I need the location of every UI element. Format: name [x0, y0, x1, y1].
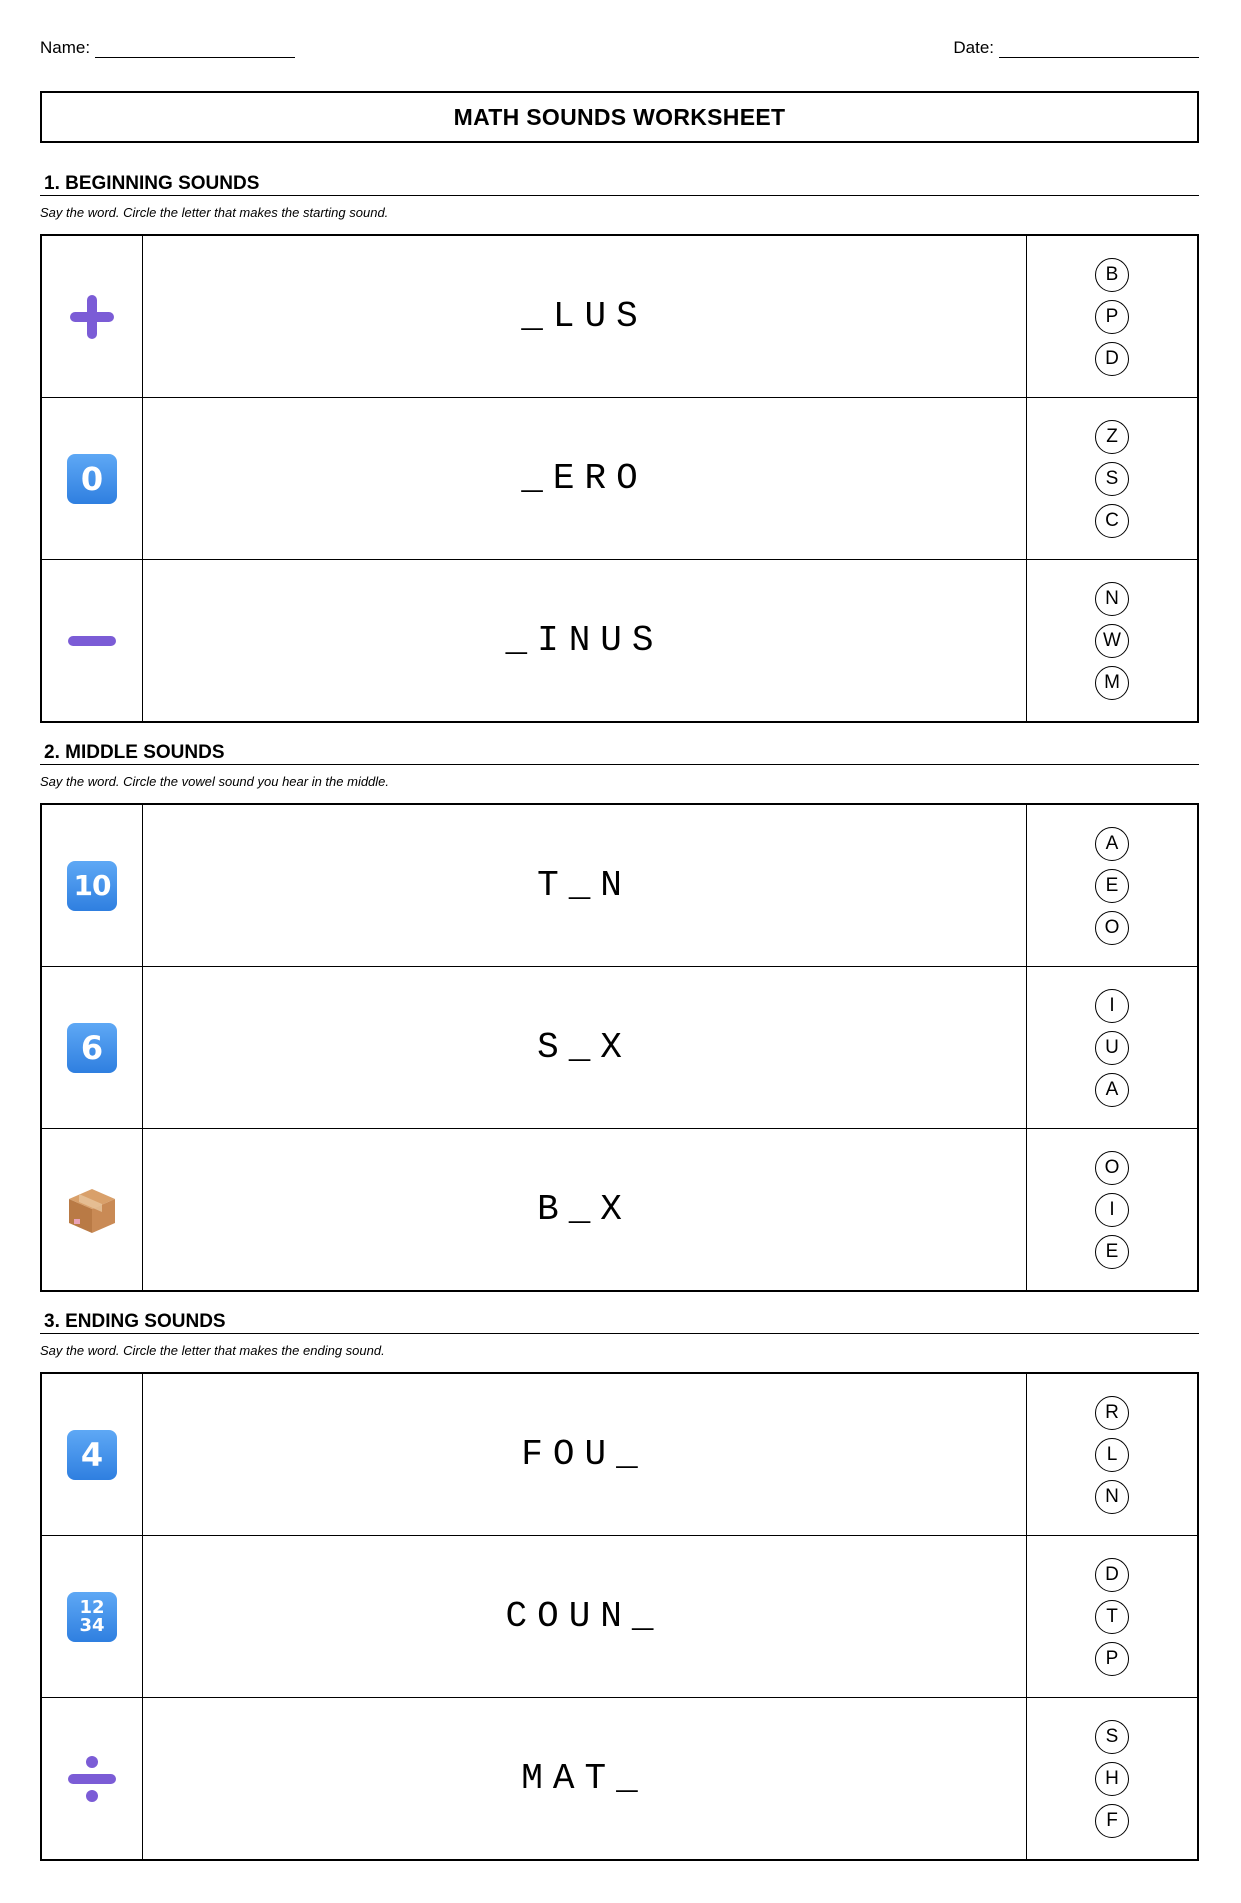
- option-circle[interactable]: E: [1095, 869, 1129, 903]
- option-circle[interactable]: S: [1095, 1720, 1129, 1754]
- option-circle[interactable]: A: [1095, 1073, 1129, 1107]
- option-circle[interactable]: H: [1095, 1762, 1129, 1796]
- keycap-ten-icon: 10: [67, 861, 117, 911]
- section-middle-sounds: [40, 741, 1199, 790]
- word-blank: _ERO: [521, 458, 648, 499]
- input-numbers-icon-top: 12: [79, 1596, 105, 1618]
- name-field[interactable]: [40, 38, 295, 58]
- word-blank: FOU_: [521, 1434, 648, 1475]
- option-circle[interactable]: B: [1095, 258, 1129, 292]
- section-beginning-sounds: [40, 172, 1199, 221]
- table-row: [42, 805, 1197, 967]
- word-blank: MAT_: [521, 1758, 648, 1799]
- table-row: [42, 1129, 1197, 1290]
- word-blank: S_X: [537, 1027, 632, 1068]
- option-circle[interactable]: P: [1095, 300, 1129, 334]
- middle-sounds-table: [40, 803, 1199, 1292]
- table-row: [42, 1374, 1197, 1536]
- word-blank: _INUS: [505, 620, 664, 661]
- date-label: Date:: [953, 38, 994, 57]
- table-row: [42, 1698, 1197, 1859]
- section-instruction: Say the word. Circle the letter that makes the starting sound.: [40, 205, 389, 220]
- option-circle[interactable]: U: [1095, 1031, 1129, 1065]
- worksheet-title: MATH SOUNDS WORKSHEET: [40, 91, 1199, 143]
- box-icon: [42, 1129, 143, 1290]
- option-circle[interactable]: D: [1095, 1558, 1129, 1592]
- word-blank: T_N: [537, 865, 632, 906]
- option-circle[interactable]: W: [1095, 624, 1129, 658]
- word-blank: B_X: [537, 1189, 632, 1230]
- option-circle[interactable]: L: [1095, 1438, 1129, 1472]
- option-circle[interactable]: Z: [1095, 420, 1129, 454]
- option-circle[interactable]: F: [1095, 1804, 1129, 1838]
- section-heading: 2. MIDDLE SOUNDS: [40, 741, 1199, 765]
- header-fields: [40, 38, 1199, 68]
- word-blank: _LUS: [521, 296, 648, 337]
- section-ending-sounds: [40, 1310, 1199, 1359]
- date-field[interactable]: [953, 38, 1199, 58]
- option-circle[interactable]: M: [1095, 666, 1129, 700]
- keycap-zero-icon: 0: [67, 454, 117, 504]
- table-row: [42, 398, 1197, 560]
- option-circle[interactable]: D: [1095, 342, 1129, 376]
- option-circle[interactable]: A: [1095, 827, 1129, 861]
- option-circle[interactable]: O: [1095, 911, 1129, 945]
- option-circle[interactable]: C: [1095, 504, 1129, 538]
- date-blank-line[interactable]: [999, 41, 1199, 58]
- word-blank: COUN_: [505, 1596, 664, 1637]
- keycap-six-icon: 6: [67, 1023, 117, 1073]
- section-heading: 1. BEGINNING SOUNDS: [40, 172, 1199, 196]
- section-heading: 3. ENDING SOUNDS: [40, 1310, 1199, 1334]
- beginning-sounds-table: [40, 234, 1199, 723]
- divide-icon: [42, 1698, 143, 1859]
- option-circle[interactable]: I: [1095, 989, 1129, 1023]
- option-circle[interactable]: E: [1095, 1235, 1129, 1269]
- plus-icon: [42, 236, 143, 397]
- input-numbers-icon-bottom: 34: [79, 1614, 105, 1636]
- ending-sounds-table: [40, 1372, 1199, 1861]
- table-row: [42, 236, 1197, 398]
- table-row: [42, 967, 1197, 1129]
- section-instruction: Say the word. Circle the vowel sound you hear in the middle.: [40, 774, 390, 789]
- table-row: [42, 560, 1197, 721]
- minus-icon: [42, 560, 143, 721]
- option-circle[interactable]: N: [1095, 1480, 1129, 1514]
- option-circle[interactable]: I: [1095, 1193, 1129, 1227]
- keycap-four-icon: 4: [67, 1430, 117, 1480]
- table-row: [42, 1536, 1197, 1698]
- option-circle[interactable]: R: [1095, 1396, 1129, 1430]
- option-circle[interactable]: P: [1095, 1642, 1129, 1676]
- section-instruction: Say the word. Circle the letter that makes the ending sound.: [40, 1343, 385, 1358]
- name-label: Name:: [40, 38, 91, 57]
- option-circle[interactable]: S: [1095, 462, 1129, 496]
- option-circle[interactable]: N: [1095, 582, 1129, 616]
- input-numbers-icon: [67, 1592, 117, 1642]
- option-circle[interactable]: T: [1095, 1600, 1129, 1634]
- name-blank-line[interactable]: [95, 41, 295, 58]
- option-circle[interactable]: O: [1095, 1151, 1129, 1185]
